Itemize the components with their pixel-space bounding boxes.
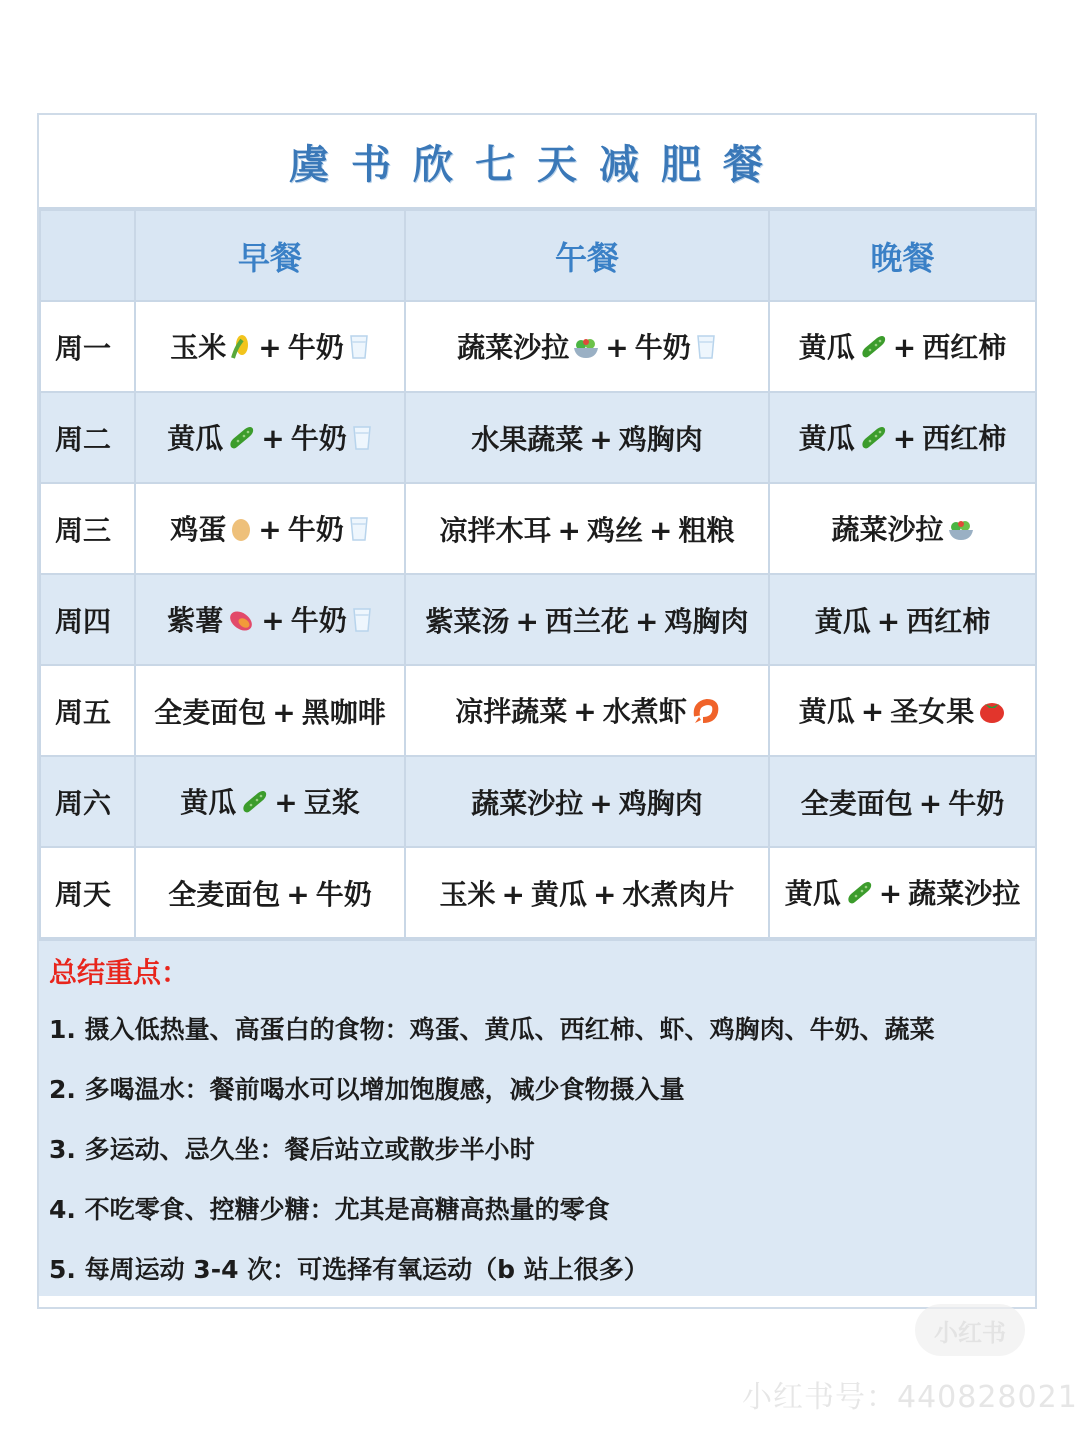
lunch-cell bbox=[405, 756, 769, 847]
plus-sign: + bbox=[258, 513, 282, 546]
food-item: 西红柿 bbox=[922, 331, 1007, 364]
meal-plan-card bbox=[37, 113, 1037, 1309]
plus-sign: + bbox=[274, 786, 298, 819]
food-item: 玉米 bbox=[439, 877, 496, 911]
food-item: 鸡胸肉 bbox=[618, 422, 703, 456]
food-item: 牛奶 bbox=[634, 331, 691, 364]
food-item: 黄瓜 bbox=[814, 604, 871, 638]
food-item: 西兰花 bbox=[544, 604, 629, 638]
breakfast-cell bbox=[135, 483, 405, 574]
day-label: 周一 bbox=[40, 301, 135, 392]
dinner-cell bbox=[769, 847, 1036, 938]
plus-sign: + bbox=[261, 422, 285, 455]
food-item: 圣女果 bbox=[890, 695, 975, 728]
sweet-potato-icon bbox=[227, 607, 255, 640]
day-row bbox=[40, 665, 1036, 756]
day-label: 周天 bbox=[40, 847, 135, 938]
egg-icon bbox=[230, 516, 252, 549]
food-item: 蔬菜沙拉 bbox=[457, 331, 570, 364]
food-item: 黄瓜 bbox=[798, 422, 855, 455]
food-item: 鸡蛋 bbox=[170, 513, 227, 546]
plus-sign: + bbox=[515, 604, 539, 638]
food-item: 鸡胸肉 bbox=[618, 786, 703, 820]
dinner-cell bbox=[769, 392, 1036, 483]
plus-sign: + bbox=[589, 422, 613, 456]
day-row bbox=[40, 574, 1036, 665]
header-lunch: 午餐 bbox=[405, 210, 769, 301]
summary-title: 总结重点： bbox=[49, 956, 190, 989]
day-label: 周六 bbox=[40, 756, 135, 847]
milk-icon bbox=[348, 516, 370, 549]
food-item: 蔬菜沙拉 bbox=[908, 877, 1021, 910]
day-label: 周三 bbox=[40, 483, 135, 574]
header-dinner: 晚餐 bbox=[769, 210, 1036, 301]
lunch-cell bbox=[405, 392, 769, 483]
breakfast-cell bbox=[135, 665, 405, 756]
milk-icon bbox=[351, 425, 373, 458]
dinner-cell bbox=[769, 665, 1036, 756]
food-item: 全麦面包 bbox=[800, 786, 913, 820]
day-label: 周四 bbox=[40, 574, 135, 665]
plus-sign: + bbox=[860, 695, 885, 728]
food-item: 牛奶 bbox=[287, 331, 344, 364]
dinner-cell bbox=[769, 574, 1036, 665]
food-item: 水煮虾 bbox=[602, 695, 687, 728]
salad-icon bbox=[948, 516, 974, 549]
food-item: 西红柿 bbox=[906, 604, 991, 638]
food-item: 黄瓜 bbox=[167, 422, 224, 455]
food-item: 黄瓜 bbox=[798, 331, 855, 364]
plus-sign: + bbox=[876, 604, 901, 638]
plus-sign: + bbox=[892, 422, 917, 455]
food-item: 水果蔬菜 bbox=[471, 422, 584, 456]
food-item: 玉米 bbox=[170, 331, 227, 364]
title-row bbox=[39, 115, 1035, 209]
dinner-cell bbox=[769, 301, 1036, 392]
breakfast-cell bbox=[135, 756, 405, 847]
plus-sign: + bbox=[272, 695, 296, 729]
food-item: 牛奶 bbox=[287, 513, 344, 546]
dinner-cell bbox=[769, 483, 1036, 574]
food-item: 紫菜汤 bbox=[425, 604, 510, 638]
page-title: 虞书欣七天减肥餐 bbox=[289, 141, 785, 188]
plus-sign: + bbox=[589, 786, 613, 820]
plus-sign: + bbox=[593, 877, 617, 911]
food-item: 水煮肉片 bbox=[622, 877, 735, 911]
header-breakfast: 早餐 bbox=[135, 210, 405, 301]
watermark-id: 小红书号：440828021 bbox=[742, 1380, 1078, 1415]
meal-table bbox=[39, 209, 1037, 939]
watermark-logo: 小红书 bbox=[915, 1304, 1025, 1356]
milk-icon bbox=[351, 607, 373, 640]
food-item: 黄瓜 bbox=[530, 877, 587, 911]
plus-sign: + bbox=[918, 786, 943, 820]
day-label: 周二 bbox=[40, 392, 135, 483]
day-label: 周五 bbox=[40, 665, 135, 756]
day-row bbox=[40, 301, 1036, 392]
food-item: 西红柿 bbox=[922, 422, 1007, 455]
breakfast-cell bbox=[135, 574, 405, 665]
breakfast-cell bbox=[135, 847, 405, 938]
salad-icon bbox=[573, 334, 599, 367]
milk-icon bbox=[348, 334, 370, 367]
food-item: 黄瓜 bbox=[784, 877, 841, 910]
food-item: 牛奶 bbox=[315, 877, 372, 911]
lunch-cell bbox=[405, 483, 769, 574]
summary-section bbox=[39, 939, 1035, 1296]
food-item: 黑咖啡 bbox=[301, 695, 386, 729]
food-item: 黄瓜 bbox=[180, 786, 237, 819]
cucumber-icon bbox=[845, 880, 873, 913]
cucumber-icon bbox=[240, 789, 268, 822]
shrimp-icon bbox=[691, 696, 719, 731]
food-item: 全麦面包 bbox=[168, 877, 281, 911]
dinner-cell bbox=[769, 756, 1036, 847]
cucumber-icon bbox=[227, 425, 255, 458]
plus-sign: + bbox=[892, 331, 917, 364]
lunch-cell bbox=[405, 574, 769, 665]
plus-sign: + bbox=[286, 877, 310, 911]
lunch-cell bbox=[405, 301, 769, 392]
summary-item: 5. 每周运动 3-4 次：可选择有氧运动（b 站上很多） bbox=[49, 1255, 649, 1284]
lunch-cell bbox=[405, 665, 769, 756]
lunch-cell bbox=[405, 847, 769, 938]
summary-item: 1. 摄入低热量、高蛋白的食物：鸡蛋、黄瓜、西红柿、虾、鸡胸肉、牛奶、蔬菜 bbox=[49, 1015, 935, 1044]
header-row bbox=[40, 210, 1036, 301]
corn-icon bbox=[230, 334, 252, 367]
day-row bbox=[40, 847, 1036, 938]
food-item: 豆浆 bbox=[303, 786, 360, 819]
food-item: 鸡丝 bbox=[586, 513, 643, 547]
plus-sign: + bbox=[878, 877, 903, 910]
plus-sign: + bbox=[557, 513, 581, 547]
food-item: 蔬菜沙拉 bbox=[471, 786, 584, 820]
summary-item: 4. 不吃零食、控糖少糖：尤其是高糖高热量的零食 bbox=[49, 1195, 610, 1224]
breakfast-cell bbox=[135, 301, 405, 392]
plus-sign: + bbox=[573, 695, 597, 728]
plus-sign: + bbox=[649, 513, 673, 547]
food-item: 牛奶 bbox=[290, 604, 347, 637]
plus-sign: + bbox=[501, 877, 525, 911]
plus-sign: + bbox=[261, 604, 285, 637]
food-item: 牛奶 bbox=[290, 422, 347, 455]
food-item: 蔬菜沙拉 bbox=[831, 513, 944, 546]
plus-sign: + bbox=[258, 331, 282, 364]
plus-sign: + bbox=[605, 331, 629, 364]
food-item: 黄瓜 bbox=[798, 695, 855, 728]
day-row bbox=[40, 483, 1036, 574]
breakfast-cell bbox=[135, 392, 405, 483]
cucumber-icon bbox=[859, 425, 887, 458]
summary-item: 3. 多运动、忌久坐：餐后站立或散步半小时 bbox=[49, 1135, 535, 1164]
food-item: 牛奶 bbox=[948, 786, 1005, 820]
day-row bbox=[40, 392, 1036, 483]
cucumber-icon bbox=[859, 334, 887, 367]
food-item: 鸡胸肉 bbox=[664, 604, 749, 638]
day-row bbox=[40, 756, 1036, 847]
food-item: 凉拌蔬菜 bbox=[455, 695, 568, 728]
tomato-icon bbox=[978, 698, 1006, 731]
food-item: 凉拌木耳 bbox=[439, 513, 552, 547]
plus-sign: + bbox=[635, 604, 659, 638]
header-empty bbox=[40, 210, 135, 301]
summary-item: 2. 多喝温水：餐前喝水可以增加饱腹感，减少食物摄入量 bbox=[49, 1075, 685, 1104]
milk-icon bbox=[695, 334, 717, 367]
food-item: 紫薯 bbox=[167, 604, 224, 637]
food-item: 粗粮 bbox=[678, 513, 735, 547]
food-item: 全麦面包 bbox=[154, 695, 267, 729]
